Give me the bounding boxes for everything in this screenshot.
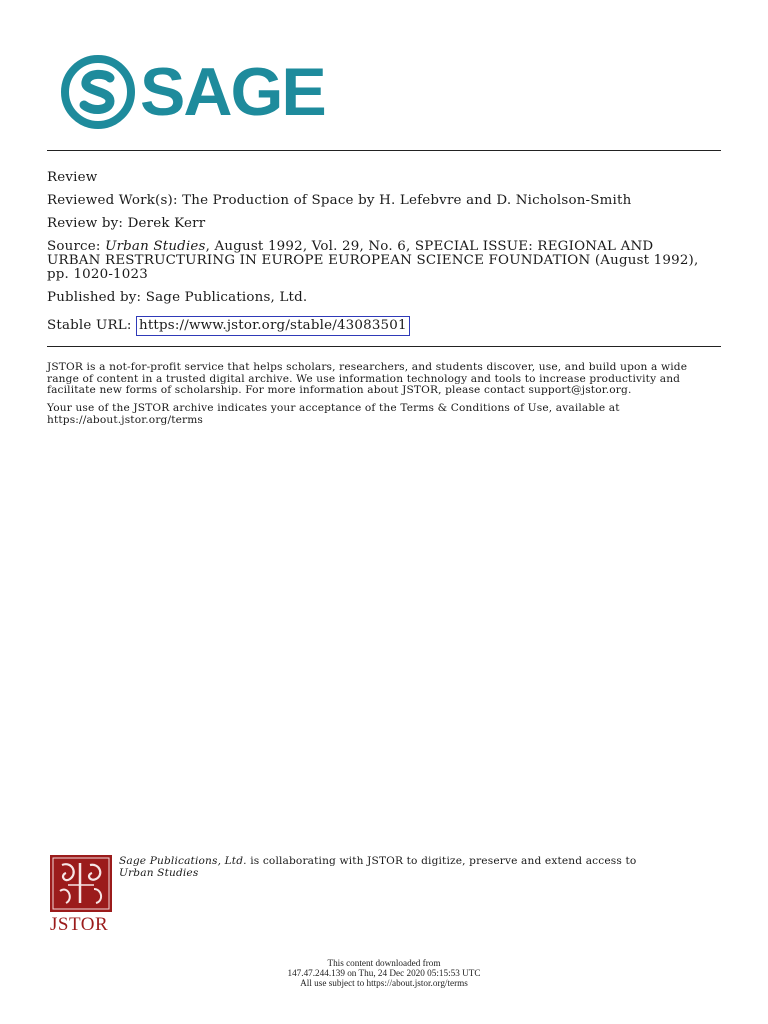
jstor-logo-text: JSTOR bbox=[50, 914, 109, 935]
stable-url-link[interactable]: https://www.jstor.org/stable/43083501 bbox=[136, 316, 410, 336]
sage-logo bbox=[60, 52, 330, 132]
stable-url-row: Stable URL: https://www.jstor.org/stable/43083501 bbox=[47, 319, 727, 333]
jstor-notice: JSTOR is a not-for-profit service that helps scholars, researchers, and students discover, use, and build upon a wide range of content in a trusted digital archive. We use information technology and tools to increase productivity and facilitate new forms of scholarship. For more information about JSTOR, please contact support@jstor.org. bbox=[47, 361, 688, 396]
top-divider bbox=[47, 150, 721, 151]
sage-logo-text: SAGE bbox=[140, 54, 325, 130]
collab-publisher: Sage Publications, Ltd. bbox=[119, 855, 247, 867]
citation-type: Review bbox=[47, 170, 98, 185]
download-footer: This content downloaded from 147.47.244.139 on Thu, 24 Dec 2020 05:15:53 UTC All use subject to https://about.jstor.org/terms bbox=[287, 958, 481, 988]
sage-s-icon bbox=[60, 54, 136, 130]
jstor-logo bbox=[50, 855, 115, 937]
terms-notice: Your use of the JSTOR archive indicates your acceptance of the Terms & Conditions of Use, available at https://about.jstor.org/terms bbox=[47, 403, 727, 426]
reviewed-work: Reviewed Work(s): The Production of Space by H. Lefebvre and D. Nicholson-Smith bbox=[47, 193, 632, 208]
collab-journal: Urban Studies bbox=[119, 866, 199, 879]
middle-divider bbox=[47, 346, 721, 347]
collaboration-statement: Sage Publications, Ltd. is collaborating with JSTOR to digitize, preserve and extend access to Urban Studies bbox=[119, 855, 637, 879]
source: Source: Urban Studies, August 1992, Vol. 29, No. 6, SPECIAL ISSUE: REGIONAL AND URBAN RESTRUCTURING IN EUROPE EUROPEAN SCIENCE FOUNDATION (August 1992), pp. 1020-1023 bbox=[47, 239, 699, 282]
published-by: Published by: Sage Publications, Ltd. bbox=[47, 290, 308, 305]
terms-link[interactable]: https://about.jstor.org/terms bbox=[47, 413, 204, 426]
review-by: Review by: Derek Kerr bbox=[47, 216, 206, 231]
jstor-emblem-icon bbox=[50, 855, 112, 912]
source-journal: Urban Studies bbox=[105, 239, 206, 254]
